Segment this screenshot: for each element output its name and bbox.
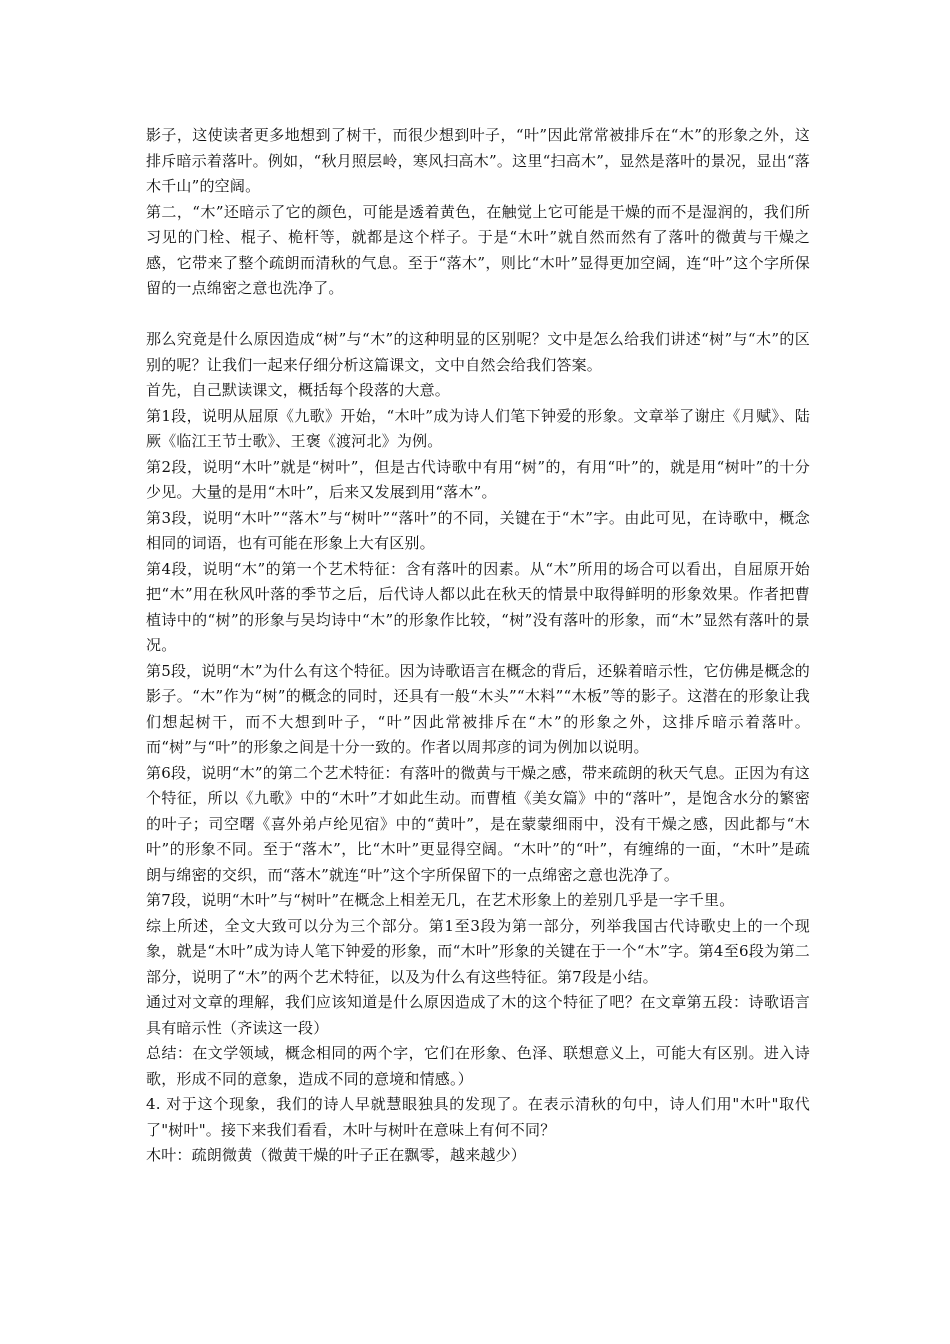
paragraph: 通过对文章的理解，我们应该知道是什么原因造成了木的这个特征了吧？在文章第五段：诗歌语言具有暗示性（齐读这一段） <box>146 993 810 1037</box>
paragraph: 第1段，说明从屈原《九歌》开始，“木叶”成为诗人们笔下钟爱的形象。文章举了谢庄《月赋》、陆厥《临江王节士歌》、王褒《渡河北》为例。 <box>146 406 810 450</box>
paragraph: 第7段，说明“木叶”与“树叶”在概念上相差无几，在艺术形象上的差别几乎是一字千里。 <box>146 891 735 909</box>
paragraph: 总结：在文学领域，概念相同的两个字，它们在形象、色泽、联想意义上，可能大有区别。进入诗歌，形成不同的意象，造成不同的意境和情感。） <box>146 1044 810 1088</box>
paragraph: 首先，自己默读课文，概括每个段落的大意。 <box>146 381 451 399</box>
paragraph: 第二，“木”还暗示了它的颜色，可能是透着黄色，在触觉上它可能是干燥的而不是湿润的，我们所习见的门栓、棍子、桅杆等，就都是这个样子。于是“木叶”就自然而然有了落叶的微黄与干燥之感，它带来了整个疏朗而清秋的气息。至于“落木”，则比“木叶”显得更加空阔，连“叶”这个字所保留的一点绵密之意也洗净了。 <box>146 202 810 297</box>
paragraph: 木叶：疏朗微黄（微黄干燥的叶子正在飘零，越来越少） <box>146 1146 527 1164</box>
paragraph: 第5段，说明“木”为什么有这个特征。因为诗歌语言在概念的背后，还躲着暗示性，它仿佛是概念的影子。“木”作为“树”的概念的同时，还具有一般“木头”“木料”“木板”等的影子。这潜在的形象让我们想起树干，而不大想到叶子，“叶”因此常被排斥在“木”的形象之外，这排斥暗示着落叶。而“树”与“叶”的形象之间是十分一致的。作者以周邦彦的词为例加以说明。 <box>146 661 810 756</box>
paragraph: 影子，这使读者更多地想到了树干，而很少想到叶子，“叶”因此常常被排斥在“木”的形象之外，这排斥暗示着落叶。例如，“秋月照层岭，寒风扫高木”。这里“扫高木”，显然是落叶的景况，显出“落木千山”的空阔。 <box>146 126 810 195</box>
paragraph: 第3段，说明“木叶”“落木”与“树叶”“落叶”的不同，关键在于“木”字。由此可见，在诗歌中，概念相同的词语，也有可能在形象上大有区别。 <box>146 508 810 552</box>
document-body <box>146 123 810 1169</box>
paragraph: 第2段，说明“木叶”就是“树叶”，但是古代诗歌中有用“树”的，有用“叶”的，就是用“树叶”的十分少见。大量的是用“木叶”，后来又发展到用“落木”。 <box>146 457 810 501</box>
paragraph: 综上所述，全文大致可以分为三个部分。第1至3段为第一部分，列举我国古代诗歌史上的一个现象，就是“木叶”成为诗人笔下钟爱的形象，而“木叶”形象的关键在于一个“木”字。第4至6段为第二部分，说明了“木”的两个艺术特征，以及为什么有这些特征。第7段是小结。 <box>146 916 810 986</box>
paragraph: 第4段，说明“木”的第一个艺术特征：含有落叶的因素。从“木”所用的场合可以看出，自屈原开始把“木”用在秋风叶落的季节之后，后代诗人都以此在秋天的情景中取得鲜明的形象效果。作者把曹植诗中的“树”的形象与吴均诗中“木”的形象作比较，“树”没有落叶的形象，而“木”显然有落叶的景况。 <box>146 559 810 654</box>
paragraph: 4. 对于这个现象，我们的诗人早就慧眼独具的发现了。在表示清秋的句中，诗人们用"木叶"取代了"树叶"。接下来我们看看，木叶与树叶在意味上有何不同？ <box>146 1095 810 1139</box>
paragraph: 第6段，说明“木”的第二个艺术特征：有落叶的微黄与干燥之感，带来疏朗的秋天气息。正因为有这个特征，所以《九歌》中的“木叶”才如此生动。而曹植《美女篇》中的“落叶”，是饱含水分的繁密的叶子；司空曙《喜外弟卢纶见宿》中的“黄叶”，是在蒙蒙细雨中，没有干燥之感，因此都与“木叶”的形象不同。至于“落木”，比“木叶”更显得空阔。“木叶”的“叶”，有缠绵的一面，“木叶”是疏朗与绵密的交织，而“落木”就连“叶”这个字所保留下的一点绵密之意也洗净了。 <box>146 763 810 884</box>
paragraph: 那么究竟是什么原因造成“树”与“木”的这种明显的区别呢？文中是怎么给我们讲述“树”与“木”的区别的呢？让我们一起来仔细分析这篇课文，文中自然会给我们答案。 <box>146 330 810 374</box>
blank-line <box>146 302 810 328</box>
